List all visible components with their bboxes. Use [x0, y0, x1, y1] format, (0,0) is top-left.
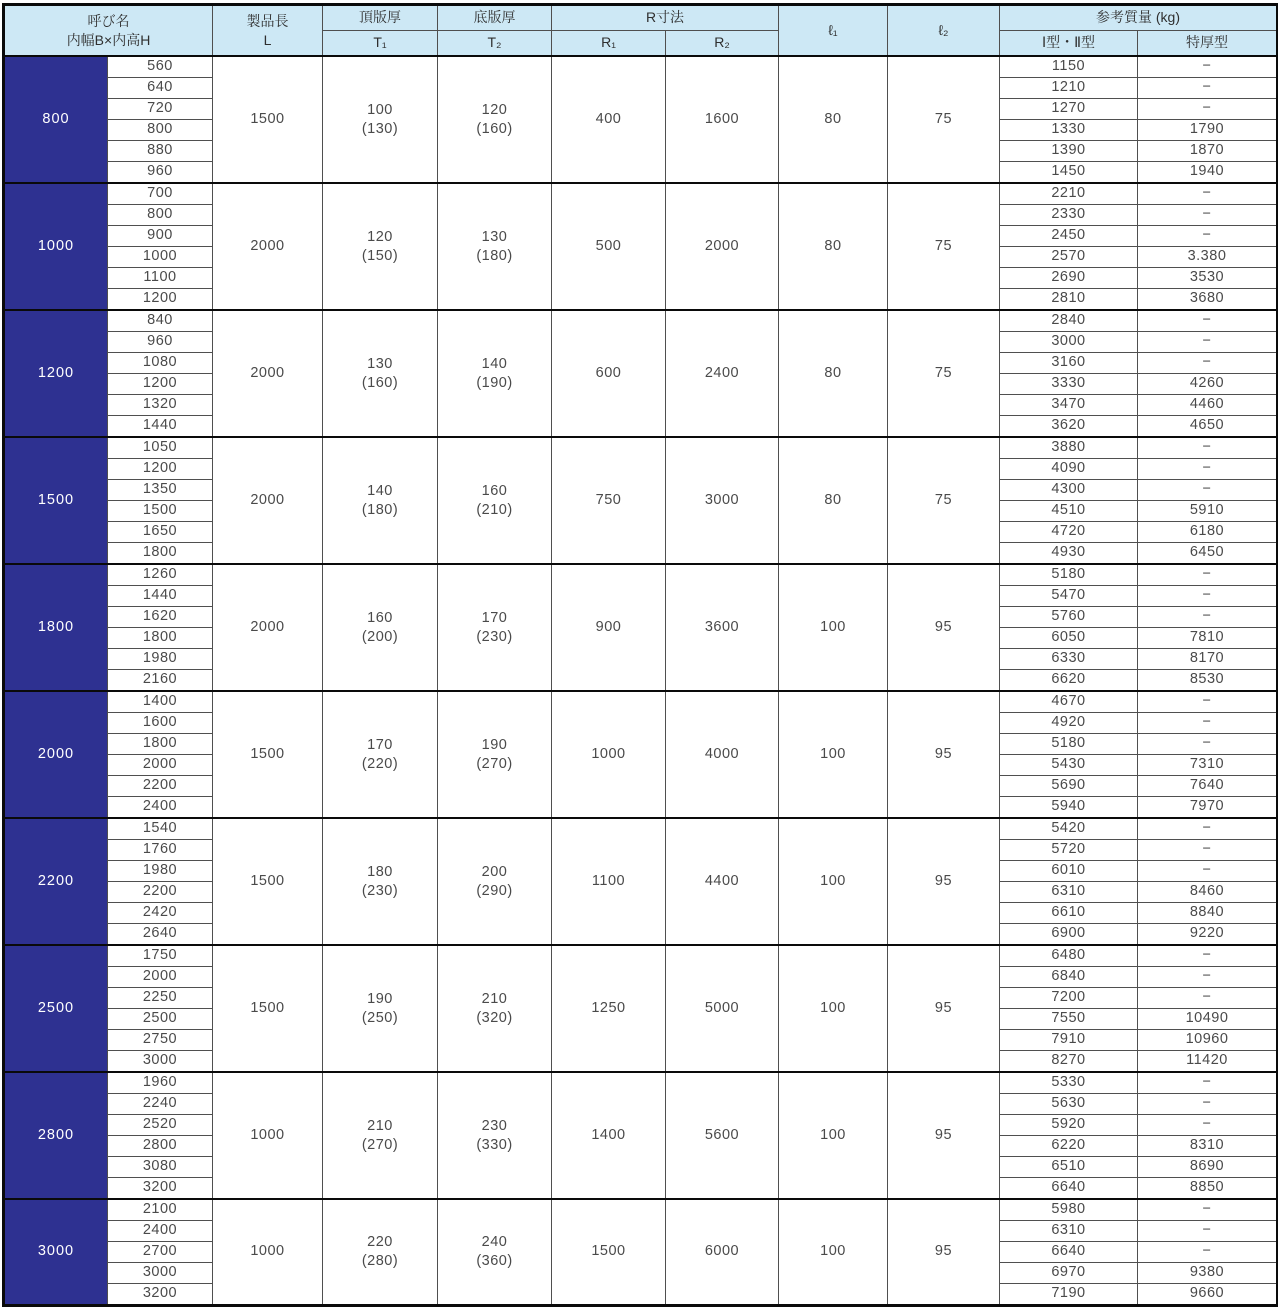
cell-inner-height-h: 840 [108, 310, 213, 332]
cell-top-slab-t1: 220 (280) [323, 1199, 438, 1306]
cell-l1: 80 [779, 56, 888, 183]
table-row [4, 310, 1278, 332]
cell-mass-extra-thick: − [1138, 607, 1278, 628]
cell-l1: 100 [779, 818, 888, 945]
cell-mass-extra-thick: − [1138, 734, 1278, 755]
cell-mass-extra-thick: 1940 [1138, 162, 1278, 184]
cell-mass-type-1-2: 1330 [1000, 120, 1138, 141]
cell-inner-height-h: 1750 [108, 945, 213, 967]
cell-inner-height-h: 2400 [108, 797, 213, 819]
size-group-1800 [4, 564, 1278, 691]
cell-mass-type-1-2: 2330 [1000, 205, 1138, 226]
cell-mass-extra-thick: 3530 [1138, 268, 1278, 289]
cell-mass-type-1-2: 5430 [1000, 755, 1138, 776]
cell-l2: 75 [888, 56, 1000, 183]
cell-mass-type-1-2: 5330 [1000, 1072, 1138, 1094]
cell-mass-type-1-2: 1450 [1000, 162, 1138, 184]
cell-mass-type-1-2: 2210 [1000, 183, 1138, 205]
cell-mass-type-1-2: 4670 [1000, 691, 1138, 713]
cell-mass-type-1-2: 3880 [1000, 437, 1138, 459]
cell-inner-height-h: 1960 [108, 1072, 213, 1094]
size-group-1500 [4, 437, 1278, 564]
col-header-product-length-line2: L [263, 31, 272, 48]
cell-mass-extra-thick: − [1138, 967, 1278, 988]
col-header-r-dimension: R寸法 [552, 5, 779, 31]
cell-mass-type-1-2: 4920 [1000, 713, 1138, 734]
cell-mass-extra-thick: 10490 [1138, 1009, 1278, 1030]
size-group-3000 [4, 1199, 1278, 1306]
cell-mass-extra-thick: 8850 [1138, 1178, 1278, 1200]
col-header-name-line2: 内幅B×内高H [66, 31, 151, 48]
size-group-1200 [4, 310, 1278, 437]
cell-inner-height-h: 1200 [108, 374, 213, 395]
cell-bottom-slab-t2: 240 (360) [438, 1199, 552, 1306]
cell-mass-extra-thick: 10960 [1138, 1030, 1278, 1051]
cell-mass-type-1-2: 6970 [1000, 1263, 1138, 1284]
cell-mass-type-1-2: 3000 [1000, 332, 1138, 353]
cell-r1: 1400 [552, 1072, 666, 1199]
cell-mass-type-1-2: 2840 [1000, 310, 1138, 332]
col-header-product-length [213, 5, 323, 57]
cell-product-length: 2000 [213, 183, 323, 310]
table-row [4, 818, 1278, 840]
cell-mass-extra-thick: − [1138, 988, 1278, 1009]
cell-product-length: 1000 [213, 1199, 323, 1306]
cell-l2: 95 [888, 691, 1000, 818]
cell-inner-height-h: 2160 [108, 670, 213, 692]
cell-inner-height-h: 1100 [108, 268, 213, 289]
size-group-800 [4, 56, 1278, 183]
cell-inner-height-h: 1260 [108, 564, 213, 586]
cell-mass-type-1-2: 4090 [1000, 459, 1138, 480]
cell-mass-extra-thick: − [1138, 1199, 1278, 1221]
cell-mass-extra-thick: − [1138, 332, 1278, 353]
cell-mass-type-1-2: 2810 [1000, 289, 1138, 311]
cell-mass-extra-thick: − [1138, 99, 1278, 120]
cell-inner-height-h: 2200 [108, 882, 213, 903]
cell-mass-type-1-2: 3620 [1000, 416, 1138, 438]
cell-inner-width-b: 1200 [4, 310, 108, 437]
cell-r2: 1600 [666, 56, 779, 183]
cell-mass-type-1-2: 5920 [1000, 1115, 1138, 1136]
table-row [4, 437, 1278, 459]
cell-mass-extra-thick: − [1138, 480, 1278, 501]
cell-mass-extra-thick: 8170 [1138, 649, 1278, 670]
cell-inner-height-h: 2800 [108, 1136, 213, 1157]
cell-mass-extra-thick: − [1138, 310, 1278, 332]
cell-mass-extra-thick: 11420 [1138, 1051, 1278, 1073]
cell-inner-height-h: 880 [108, 141, 213, 162]
cell-mass-extra-thick: 3.380 [1138, 247, 1278, 268]
cell-inner-height-h: 960 [108, 332, 213, 353]
cell-l1: 80 [779, 183, 888, 310]
cell-product-length: 2000 [213, 564, 323, 691]
cell-mass-type-1-2: 1210 [1000, 78, 1138, 99]
cell-top-slab-t1: 140 (180) [323, 437, 438, 564]
cell-mass-extra-thick: 8460 [1138, 882, 1278, 903]
cell-bottom-slab-t2: 140 (190) [438, 310, 552, 437]
cell-mass-extra-thick: − [1138, 861, 1278, 882]
cell-mass-extra-thick: − [1138, 78, 1278, 99]
cell-product-length: 1500 [213, 691, 323, 818]
cell-inner-width-b: 3000 [4, 1199, 108, 1306]
cell-mass-extra-thick: 7640 [1138, 776, 1278, 797]
cell-r2: 3000 [666, 437, 779, 564]
cell-inner-height-h: 1320 [108, 395, 213, 416]
cell-inner-height-h: 3080 [108, 1157, 213, 1178]
cell-mass-type-1-2: 7910 [1000, 1030, 1138, 1051]
cell-product-length: 1500 [213, 945, 323, 1072]
cell-mass-extra-thick: 8690 [1138, 1157, 1278, 1178]
cell-mass-type-1-2: 7550 [1000, 1009, 1138, 1030]
cell-mass-type-1-2: 2690 [1000, 268, 1138, 289]
cell-inner-height-h: 2640 [108, 924, 213, 946]
cell-top-slab-t1: 100 (130) [323, 56, 438, 183]
cell-mass-type-1-2: 5720 [1000, 840, 1138, 861]
size-group-2800 [4, 1072, 1278, 1199]
cell-r1: 400 [552, 56, 666, 183]
cell-mass-extra-thick: − [1138, 353, 1278, 374]
cell-inner-width-b: 1800 [4, 564, 108, 691]
col-header-t2: T₂ [438, 31, 552, 57]
cell-top-slab-t1: 170 (220) [323, 691, 438, 818]
size-group-1000 [4, 183, 1278, 310]
cell-mass-type-1-2: 1270 [1000, 99, 1138, 120]
cell-mass-extra-thick: − [1138, 1115, 1278, 1136]
cell-l2: 95 [888, 564, 1000, 691]
cell-top-slab-t1: 190 (250) [323, 945, 438, 1072]
cell-inner-width-b: 800 [4, 56, 108, 183]
cell-mass-extra-thick: − [1138, 1072, 1278, 1094]
cell-l2: 95 [888, 945, 1000, 1072]
col-header-product-length-line1: 製品長 [246, 12, 289, 29]
cell-mass-extra-thick: 9380 [1138, 1263, 1278, 1284]
cell-r1: 500 [552, 183, 666, 310]
cell-mass-type-1-2: 6610 [1000, 903, 1138, 924]
cell-r2: 4400 [666, 818, 779, 945]
cell-mass-extra-thick: 6180 [1138, 522, 1278, 543]
cell-mass-type-1-2: 6480 [1000, 945, 1138, 967]
cell-inner-height-h: 1200 [108, 459, 213, 480]
cell-mass-type-1-2: 7190 [1000, 1284, 1138, 1306]
cell-inner-height-h: 1080 [108, 353, 213, 374]
cell-mass-type-1-2: 1390 [1000, 141, 1138, 162]
cell-top-slab-t1: 130 (160) [323, 310, 438, 437]
cell-mass-type-1-2: 6620 [1000, 670, 1138, 692]
cell-inner-height-h: 1350 [108, 480, 213, 501]
cell-mass-type-1-2: 1150 [1000, 56, 1138, 78]
cell-mass-type-1-2: 6310 [1000, 882, 1138, 903]
cell-mass-type-1-2: 5420 [1000, 818, 1138, 840]
cell-inner-height-h: 2700 [108, 1242, 213, 1263]
cell-inner-height-h: 1050 [108, 437, 213, 459]
cell-mass-extra-thick: − [1138, 945, 1278, 967]
cell-mass-extra-thick: − [1138, 586, 1278, 607]
cell-inner-width-b: 2800 [4, 1072, 108, 1199]
cell-mass-extra-thick: − [1138, 564, 1278, 586]
cell-mass-type-1-2: 5940 [1000, 797, 1138, 819]
cell-inner-height-h: 1980 [108, 649, 213, 670]
cell-r2: 5000 [666, 945, 779, 1072]
cell-mass-type-1-2: 6010 [1000, 861, 1138, 882]
cell-mass-type-1-2: 3470 [1000, 395, 1138, 416]
cell-r1: 1000 [552, 691, 666, 818]
cell-inner-width-b: 2200 [4, 818, 108, 945]
cell-mass-type-1-2: 6220 [1000, 1136, 1138, 1157]
cell-mass-type-1-2: 6640 [1000, 1242, 1138, 1263]
cell-r1: 1500 [552, 1199, 666, 1306]
cell-bottom-slab-t2: 230 (330) [438, 1072, 552, 1199]
cell-mass-type-1-2: 6840 [1000, 967, 1138, 988]
table-row [4, 945, 1278, 967]
col-header-name [4, 5, 213, 57]
cell-product-length: 2000 [213, 310, 323, 437]
cell-mass-extra-thick: − [1138, 691, 1278, 713]
col-header-t1: T₁ [323, 31, 438, 57]
cell-inner-width-b: 2500 [4, 945, 108, 1072]
cell-bottom-slab-t2: 120 (160) [438, 56, 552, 183]
cell-mass-extra-thick: 7970 [1138, 797, 1278, 819]
cell-top-slab-t1: 180 (230) [323, 818, 438, 945]
cell-inner-height-h: 1500 [108, 501, 213, 522]
cell-top-slab-t1: 120 (150) [323, 183, 438, 310]
table-row [4, 183, 1278, 205]
cell-r1: 1100 [552, 818, 666, 945]
cell-mass-extra-thick: 6450 [1138, 543, 1278, 565]
col-header-top-slab: 頂版厚 [323, 5, 438, 31]
cell-mass-type-1-2: 8270 [1000, 1051, 1138, 1073]
cell-inner-height-h: 1650 [108, 522, 213, 543]
col-header-l2: ℓ₂ [888, 5, 1000, 57]
cell-l2: 75 [888, 183, 1000, 310]
cell-inner-height-h: 800 [108, 120, 213, 141]
cell-mass-extra-thick: 7310 [1138, 755, 1278, 776]
cell-inner-height-h: 1000 [108, 247, 213, 268]
table-row [4, 56, 1278, 78]
size-group-2500 [4, 945, 1278, 1072]
cell-mass-type-1-2: 5690 [1000, 776, 1138, 797]
cell-mass-type-1-2: 5630 [1000, 1094, 1138, 1115]
cell-inner-height-h: 3000 [108, 1263, 213, 1284]
size-group-2000 [4, 691, 1278, 818]
cell-inner-height-h: 800 [108, 205, 213, 226]
cell-mass-extra-thick: − [1138, 1242, 1278, 1263]
cell-mass-extra-thick: − [1138, 226, 1278, 247]
cell-product-length: 1500 [213, 56, 323, 183]
cell-mass-type-1-2: 2450 [1000, 226, 1138, 247]
cell-mass-extra-thick: − [1138, 818, 1278, 840]
table-row [4, 1199, 1278, 1221]
cell-mass-type-1-2: 5180 [1000, 734, 1138, 755]
cell-l1: 80 [779, 437, 888, 564]
col-header-mass-type-1-2: Ⅰ型・Ⅱ型 [1000, 31, 1138, 57]
cell-l2: 75 [888, 437, 1000, 564]
cell-inner-width-b: 2000 [4, 691, 108, 818]
table-row [4, 691, 1278, 713]
cell-inner-height-h: 1760 [108, 840, 213, 861]
cell-mass-extra-thick: 9220 [1138, 924, 1278, 946]
cell-inner-height-h: 2250 [108, 988, 213, 1009]
cell-inner-height-h: 1600 [108, 713, 213, 734]
cell-mass-type-1-2: 5760 [1000, 607, 1138, 628]
col-header-reference-mass: 参考質量 (kg) [1000, 5, 1278, 31]
cell-mass-type-1-2: 6050 [1000, 628, 1138, 649]
cell-mass-extra-thick: − [1138, 713, 1278, 734]
cell-l1: 100 [779, 564, 888, 691]
cell-inner-height-h: 1440 [108, 586, 213, 607]
cell-mass-extra-thick: 3680 [1138, 289, 1278, 311]
cell-bottom-slab-t2: 170 (230) [438, 564, 552, 691]
cell-mass-extra-thick: 1790 [1138, 120, 1278, 141]
cell-mass-type-1-2: 5980 [1000, 1199, 1138, 1221]
cell-inner-height-h: 1540 [108, 818, 213, 840]
cell-inner-height-h: 2500 [108, 1009, 213, 1030]
cell-mass-type-1-2: 6310 [1000, 1221, 1138, 1242]
col-header-r2: R₂ [666, 31, 779, 57]
cell-r1: 900 [552, 564, 666, 691]
cell-inner-height-h: 960 [108, 162, 213, 184]
cell-mass-type-1-2: 6330 [1000, 649, 1138, 670]
cell-inner-height-h: 560 [108, 56, 213, 78]
cell-r2: 4000 [666, 691, 779, 818]
cell-inner-width-b: 1000 [4, 183, 108, 310]
cell-l2: 95 [888, 1199, 1000, 1306]
cell-l2: 95 [888, 1072, 1000, 1199]
size-group-2200 [4, 818, 1278, 945]
cell-mass-extra-thick: − [1138, 459, 1278, 480]
cell-mass-type-1-2: 4300 [1000, 480, 1138, 501]
cell-r2: 3600 [666, 564, 779, 691]
cell-inner-height-h: 900 [108, 226, 213, 247]
cell-inner-height-h: 2000 [108, 967, 213, 988]
cell-l1: 100 [779, 1199, 888, 1306]
cell-inner-height-h: 700 [108, 183, 213, 205]
cell-l1: 100 [779, 691, 888, 818]
col-header-bottom-slab: 底版厚 [438, 5, 552, 31]
cell-inner-width-b: 1500 [4, 437, 108, 564]
cell-inner-height-h: 1200 [108, 289, 213, 311]
cell-inner-height-h: 1440 [108, 416, 213, 438]
cell-product-length: 2000 [213, 437, 323, 564]
cell-mass-extra-thick: 7810 [1138, 628, 1278, 649]
cell-inner-height-h: 2240 [108, 1094, 213, 1115]
table-row [4, 564, 1278, 586]
cell-r2: 2400 [666, 310, 779, 437]
col-header-l1: ℓ₁ [779, 5, 888, 57]
cell-inner-height-h: 1980 [108, 861, 213, 882]
cell-inner-height-h: 3200 [108, 1178, 213, 1200]
cell-mass-extra-thick: − [1138, 183, 1278, 205]
cell-mass-extra-thick: 4650 [1138, 416, 1278, 438]
cell-mass-extra-thick: − [1138, 1221, 1278, 1242]
cell-mass-type-1-2: 3330 [1000, 374, 1138, 395]
cell-mass-extra-thick: 8310 [1138, 1136, 1278, 1157]
cell-inner-height-h: 1620 [108, 607, 213, 628]
cell-r2: 5600 [666, 1072, 779, 1199]
cell-product-length: 1500 [213, 818, 323, 945]
cell-mass-type-1-2: 6900 [1000, 924, 1138, 946]
cell-inner-height-h: 1800 [108, 734, 213, 755]
cell-mass-type-1-2: 4510 [1000, 501, 1138, 522]
cell-mass-extra-thick: 8840 [1138, 903, 1278, 924]
cell-inner-height-h: 720 [108, 99, 213, 120]
cell-bottom-slab-t2: 190 (270) [438, 691, 552, 818]
cell-mass-extra-thick: 8530 [1138, 670, 1278, 692]
cell-inner-height-h: 2400 [108, 1221, 213, 1242]
cell-mass-type-1-2: 6640 [1000, 1178, 1138, 1200]
cell-inner-height-h: 2750 [108, 1030, 213, 1051]
cell-r2: 6000 [666, 1199, 779, 1306]
col-header-name-line1: 呼び名 [87, 12, 130, 29]
cell-inner-height-h: 1800 [108, 543, 213, 565]
cell-bottom-slab-t2: 130 (180) [438, 183, 552, 310]
cell-l1: 100 [779, 945, 888, 1072]
cell-bottom-slab-t2: 160 (210) [438, 437, 552, 564]
cell-r1: 1250 [552, 945, 666, 1072]
cell-mass-extra-thick: 5910 [1138, 501, 1278, 522]
cell-inner-height-h: 640 [108, 78, 213, 99]
cell-inner-height-h: 3000 [108, 1051, 213, 1073]
cell-inner-height-h: 2000 [108, 755, 213, 776]
cell-l2: 75 [888, 310, 1000, 437]
cell-mass-type-1-2: 3160 [1000, 353, 1138, 374]
cell-mass-extra-thick: − [1138, 437, 1278, 459]
cell-product-length: 1000 [213, 1072, 323, 1199]
spec-table [2, 3, 1278, 1307]
cell-r1: 750 [552, 437, 666, 564]
col-header-r1: R₁ [552, 31, 666, 57]
cell-inner-height-h: 2200 [108, 776, 213, 797]
cell-l1: 80 [779, 310, 888, 437]
cell-inner-height-h: 1400 [108, 691, 213, 713]
cell-mass-extra-thick: 1870 [1138, 141, 1278, 162]
cell-mass-type-1-2: 5470 [1000, 586, 1138, 607]
cell-inner-height-h: 1800 [108, 628, 213, 649]
cell-l1: 100 [779, 1072, 888, 1199]
table-row [4, 1072, 1278, 1094]
cell-r2: 2000 [666, 183, 779, 310]
cell-mass-extra-thick: − [1138, 840, 1278, 861]
cell-inner-height-h: 2520 [108, 1115, 213, 1136]
col-header-mass-extra-thick: 特厚型 [1138, 31, 1278, 57]
cell-mass-type-1-2: 2570 [1000, 247, 1138, 268]
table-header [4, 5, 1278, 57]
cell-inner-height-h: 2420 [108, 903, 213, 924]
cell-mass-extra-thick: − [1138, 1094, 1278, 1115]
cell-bottom-slab-t2: 210 (320) [438, 945, 552, 1072]
cell-inner-height-h: 2100 [108, 1199, 213, 1221]
cell-mass-extra-thick: − [1138, 56, 1278, 78]
cell-mass-extra-thick: 4260 [1138, 374, 1278, 395]
cell-l2: 95 [888, 818, 1000, 945]
cell-mass-extra-thick: 9660 [1138, 1284, 1278, 1306]
cell-mass-type-1-2: 4930 [1000, 543, 1138, 565]
cell-r1: 600 [552, 310, 666, 437]
cell-top-slab-t1: 210 (270) [323, 1072, 438, 1199]
cell-mass-type-1-2: 7200 [1000, 988, 1138, 1009]
cell-bottom-slab-t2: 200 (290) [438, 818, 552, 945]
cell-mass-extra-thick: − [1138, 205, 1278, 226]
cell-mass-type-1-2: 5180 [1000, 564, 1138, 586]
cell-mass-type-1-2: 6510 [1000, 1157, 1138, 1178]
cell-mass-extra-thick: 4460 [1138, 395, 1278, 416]
cell-mass-type-1-2: 4720 [1000, 522, 1138, 543]
cell-top-slab-t1: 160 (200) [323, 564, 438, 691]
cell-inner-height-h: 3200 [108, 1284, 213, 1306]
